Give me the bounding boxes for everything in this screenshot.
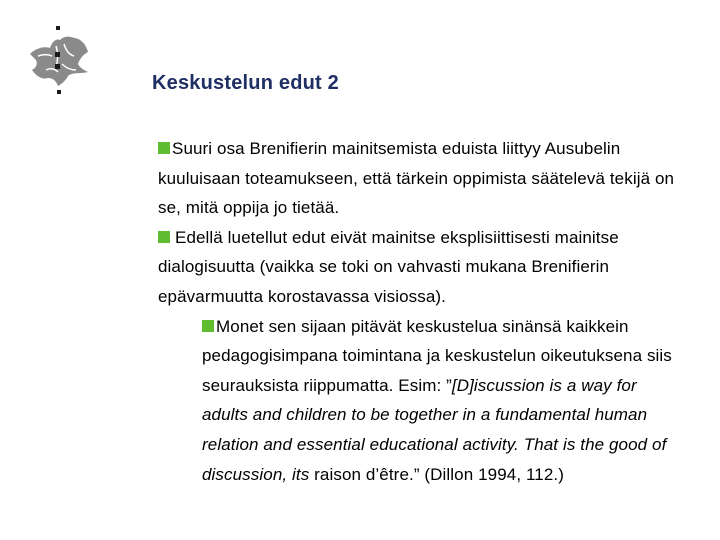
slide-title: Keskustelun edut 2 xyxy=(152,72,339,94)
citation-text: raison d’être.” (Dillon 1994, 112.) xyxy=(309,464,564,484)
bullet-paragraph xyxy=(158,223,698,312)
quotation-text: [D]iscussion is a way for adults and children to be together in a fundamental human relation and essential educational activity. That is the good of discussion, its xyxy=(202,375,667,484)
square-bullet-icon xyxy=(202,320,214,332)
sub-bullet-paragraph xyxy=(202,312,672,490)
square-bullet-icon xyxy=(158,231,170,243)
university-logo-icon xyxy=(22,24,92,96)
bullet-paragraph xyxy=(158,134,698,223)
paragraph-text: Edellä luetellut edut eivät mainitse eksplisiittisesti mainitse dialogisuutta (vaikka se toki on vahvasti mukana Brenifierin epävarmuutta korostavassa visiossa). xyxy=(158,227,619,306)
paragraph-text: Suuri osa Brenifierin mainitsemista eduista liittyy Ausubelin kuuluisaan toteamukseen, että tärkein oppimista säätelevä tekijä on se, mitä oppija jo tietää. xyxy=(158,139,675,218)
square-bullet-icon xyxy=(158,142,170,154)
paragraph-text: Monet sen sijaan pitävät keskustelua sinänsä kaikkein pedagogisimpana toimintana ja keskustelun oikeutuksena siis seurauksista riippumatta. Esim: ” xyxy=(202,316,672,395)
slide-body xyxy=(158,134,698,489)
